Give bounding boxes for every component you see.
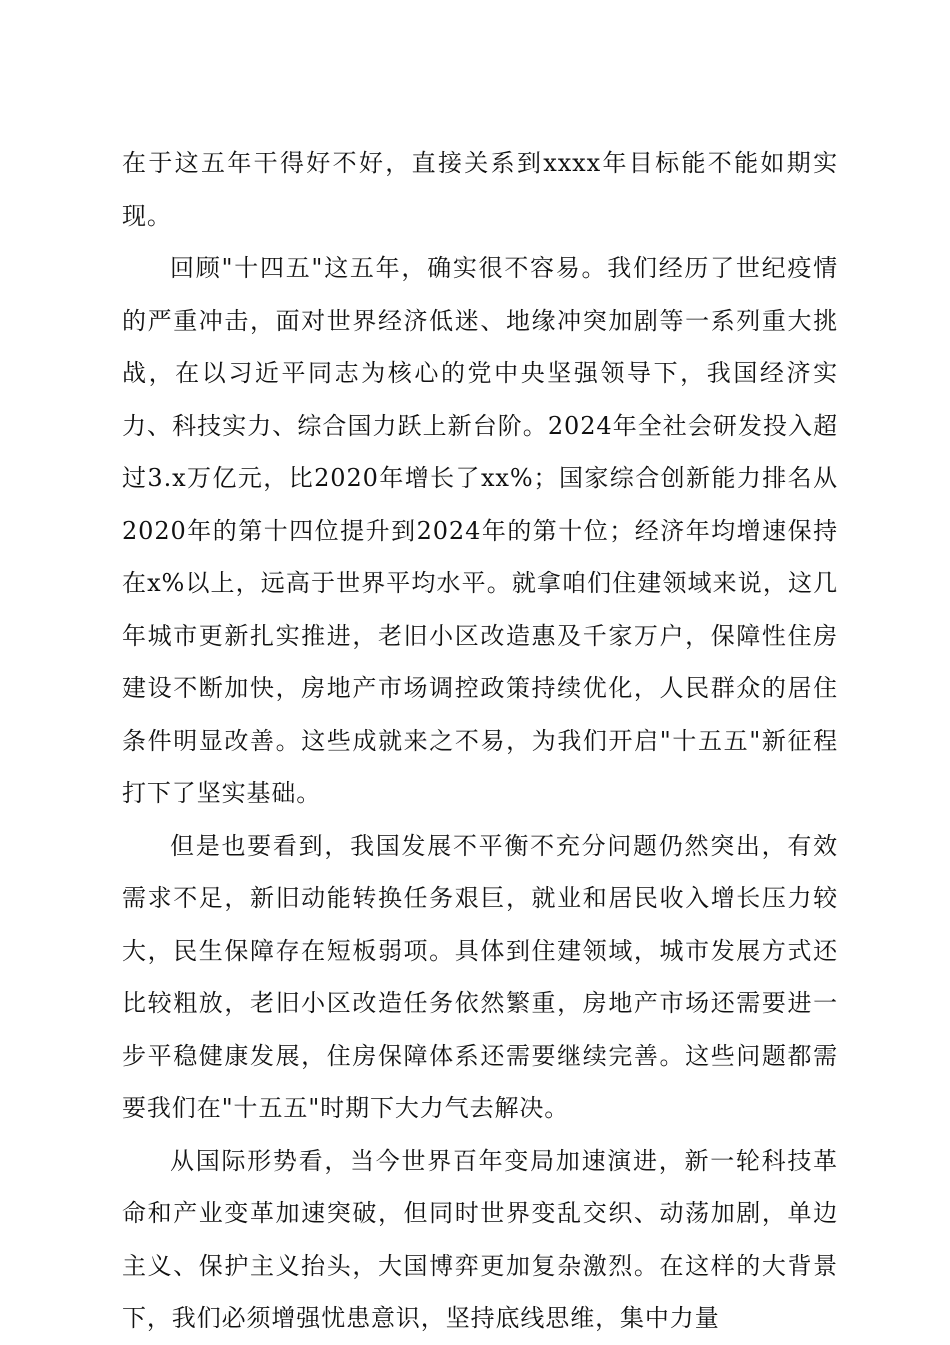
document-body <box>122 137 838 1345</box>
paragraph-international-situation: 从国际形势看，当今世界百年变局加速演进，新一轮科技革命和产业变革加速突破，但同时世界变乱交织、动荡加剧，单边主义、保护主义抬头，大国博弈更加复杂激烈。在这样的大背景下，我们必须增强忧患意识，坚持底线思维，集中力量 <box>122 1146 838 1332</box>
paragraph-problems: 但是也要看到，我国发展不平衡不充分问题仍然突出，有效需求不足，新旧动能转换任务艰巨，就业和居民收入增长压力较大，民生保障存在短板弱项。具体到住建领域，城市发展方式还比较粗放，老旧小区改造任务依然繁重，房地产市场还需要进一步平稳健康发展，住房保障体系还需要继续完善。这些问题都需要我们在"十五五"时期下大力气去解决。 <box>122 831 838 1122</box>
paragraph-continuation: 在于这五年干得好不好，直接关系到xxxx年目标能不能如期实现。 <box>122 149 838 230</box>
paragraph-review-14th-five-year: 回顾"十四五"这五年，确实很不容易。我们经历了世纪疫情的严重冲击，面对世界经济低迷、地缘冲突加剧等一系列重大挑战，在以习近平同志为核心的党中央坚强领导下，我国经济实力、科技实力、综合国力跃上新台阶。2024年全社会研发投入超过3.x万亿元，比2020年增长了xx%；国家综合创新能力排名从2020年的第十四位提升到2024年的第十位；经济年均增速保持在x%以上，远高于世界平均水平。就拿咱们住建领域来说，这几年城市更新扎实推进，老旧小区改造惠及千家万户，保障性住房建设不断加快，房地产市场调控政策持续优化，人民群众的居住条件明显改善。这些成就来之不易，为我们开启"十五五"新征程打下了坚实基础。 <box>122 254 838 807</box>
